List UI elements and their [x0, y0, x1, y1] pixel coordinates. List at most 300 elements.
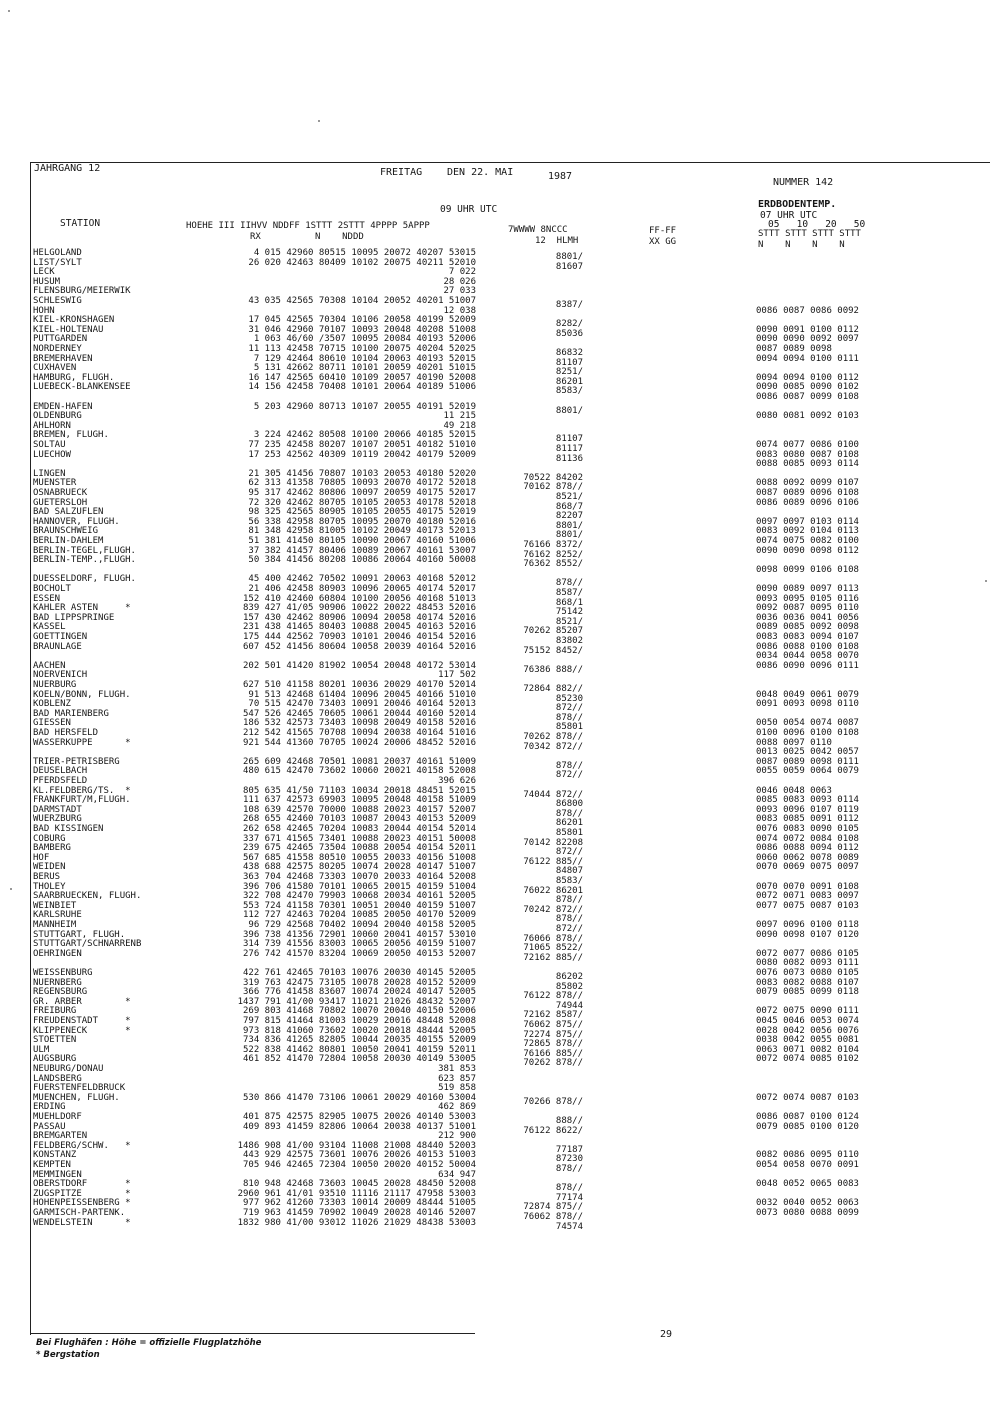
earth-temperature: 0074 0072 0084 0108 [756, 833, 859, 844]
earth-temperature: 0055 0059 0064 0079 [756, 766, 859, 777]
station-name: MUENSTER [33, 478, 77, 489]
weather-code: 76066 878// [523, 933, 583, 944]
weather-code: 75152 8452/ [523, 645, 583, 656]
weather-code: 87230 [555, 1154, 583, 1165]
weather-code: 74574 [555, 1221, 583, 1232]
weather-code: 76122 8622/ [523, 1125, 583, 1136]
weather-code: 72874 875// [523, 1202, 583, 1213]
weather-code: 8801/ [555, 252, 583, 262]
weather-code: 70266 878// [523, 1096, 583, 1107]
earth-temperature: 0086 0087 0086 0092 [756, 305, 859, 316]
station-codes: 72 320 42462 80705 10105 20053 40178 52018 [248, 497, 476, 508]
scan-speck [8, 10, 10, 12]
station-codes: 62 313 41358 70805 10093 20070 40172 52018 [248, 478, 476, 489]
earth-temperature: 0097 0097 0103 0114 [756, 516, 859, 527]
station-name: NOERVENICH [33, 670, 88, 681]
station-name: HOHENPEISSENBERG * [33, 1198, 131, 1209]
station-codes: 1832 980 41/00 93012 11026 21029 48438 53003 [237, 1217, 476, 1228]
earth-temperature: 0092 0087 0095 0110 [756, 603, 859, 614]
earth-temperature: 0032 0040 0052 0063 [756, 1198, 859, 1209]
earth-temperature: 0072 0074 0087 0103 [756, 1092, 859, 1103]
station-codes: 17 253 42562 40309 10119 20042 40179 52009 [248, 449, 476, 460]
station-codes: 186 532 42573 73403 10098 20049 40158 52016 [243, 718, 476, 729]
station-codes: 322 708 42470 79903 10068 20034 40161 52005 [243, 891, 476, 902]
station-name: KEMPTEN [33, 1160, 71, 1170]
earth-temperature: 0090 0085 0090 0102 [756, 382, 859, 393]
station-codes: 175 444 42562 70903 10101 20046 40154 52016 [243, 632, 476, 642]
station-name: KIEL-KRONSHAGEN [33, 315, 115, 326]
station-codes: 11 215 [443, 411, 476, 422]
station-codes: 337 671 41565 73401 10088 20023 40151 50008 [243, 833, 476, 844]
weather-code: 872// [555, 924, 583, 934]
station-name: BREMGARTEN [33, 1131, 88, 1142]
station-name: BAD HERSFELD [33, 728, 99, 738]
earth-temperature: 0086 0090 0096 0111 [756, 660, 859, 671]
weather-code: 81117 [555, 444, 583, 454]
station-codes: 567 685 41558 80510 10055 20033 40156 51008 [243, 852, 476, 863]
weather-code: 8801/ [555, 520, 583, 531]
earth-temperature: 0093 0096 0107 0119 [756, 804, 859, 815]
station-name: WEINBIET [33, 900, 77, 911]
earth-temperature: 0083 0085 0091 0112 [756, 814, 859, 825]
station-name: BAD SALZUFLEN [33, 507, 104, 518]
footer-note-airports: Bei Flughäfen : Höhe = offizielle Flugplatzhöhe [36, 1338, 262, 1348]
station-codes: 7 022 [448, 267, 476, 278]
station-codes: 422 761 42465 70103 10076 20030 40145 52005 [243, 968, 476, 978]
station-name: KL.FELDBERG/TS. * [33, 785, 131, 796]
station-name: BERLIN-TEGEL,FLUGH. [33, 545, 136, 556]
station-name: FREIBURG [33, 1006, 77, 1017]
station-name: TRIER-PETRISBERG [33, 756, 120, 767]
station-codes: 26 020 42463 80409 10102 20075 40211 52010 [248, 257, 476, 268]
earth-temperature: 0082 0086 0095 0110 [756, 1150, 859, 1161]
earth-temperature: 0100 0096 0100 0108 [756, 728, 859, 738]
station-codes: 95 317 42462 80806 10097 20059 40175 52017 [248, 488, 476, 498]
station-codes: 239 675 42465 73504 10088 20054 40154 52011 [243, 843, 476, 854]
weather-code: 86832 [555, 348, 583, 358]
station-codes: 363 704 42468 73303 10070 20033 40164 52008 [243, 872, 476, 882]
station-codes: 401 875 42575 82905 10075 20026 40140 53003 [243, 1112, 476, 1122]
station-codes: 7 129 42464 80610 10104 20063 40193 52015 [253, 353, 476, 364]
station-name: HAMBURG, FLUGH. [33, 372, 115, 383]
station-name: AACHEN [33, 660, 66, 671]
station-codes: 973 818 41060 73602 10020 20018 48444 52005 [243, 1025, 476, 1036]
column-earth-sttt: STTT STTT STTT STTT [758, 229, 861, 239]
earth-temperature: 0088 0085 0093 0114 [756, 459, 859, 470]
earth-temperature: 0086 0087 0100 0124 [756, 1112, 859, 1122]
weather-code: 81136 [555, 453, 583, 464]
station-name: KAHLER ASTEN * [33, 603, 131, 614]
station-codes: 810 948 42468 73603 10045 20028 48450 52008 [243, 1179, 476, 1190]
weather-code: 72162 885// [523, 952, 583, 963]
earth-temperature: 0080 0081 0092 0103 [756, 411, 859, 422]
weather-code: 72162 8587/ [523, 1010, 583, 1021]
earth-temperature: 0087 0089 0098 [756, 344, 832, 354]
station-codes: 2960 961 41/01 93510 11116 21117 47958 53003 [237, 1188, 476, 1199]
station-codes: 1437 791 41/00 93417 11021 21026 48432 52007 [237, 996, 476, 1007]
station-name: BAMBERG [33, 843, 71, 854]
station-name: MUENCHEN, FLUGH. [33, 1092, 120, 1103]
station-codes: 268 655 42460 70103 10087 20043 40153 52009 [243, 814, 476, 825]
weather-code: 70162 878// [523, 482, 583, 493]
station-name: PFERDSFELD [33, 776, 88, 786]
station-name: DUESSELDORF, FLUGH. [33, 574, 136, 585]
station-name: STUTTGART/SCHNARRENB [33, 939, 142, 950]
station-codes: 45 400 42462 70502 10091 20063 40168 52012 [248, 574, 476, 585]
station-codes: 734 836 41265 82805 10044 20035 40155 52009 [243, 1035, 476, 1046]
station-name: REGENSBURG [33, 987, 88, 998]
station-name: LIST/SYLT [33, 257, 82, 268]
station-codes: 269 803 41468 70802 10070 20040 40150 52006 [243, 1006, 476, 1017]
earth-temperature: 0094 0094 0100 0112 [756, 372, 859, 383]
station-name: LUEBECK-BLANKENSEE [33, 382, 131, 393]
weather-code: 85802 [555, 981, 583, 992]
station-codes: 438 688 42575 80205 10074 20028 40147 51007 [243, 862, 476, 873]
station-codes: 553 724 41158 70301 10051 20040 40159 51007 [243, 900, 476, 911]
header-year: 1987 [548, 171, 573, 182]
weather-code: 81107 [555, 357, 583, 368]
column-weather: 7WWWW 8NCCC [508, 225, 568, 235]
station-name: THOLEY [33, 881, 66, 892]
earth-temperature: 0079 0085 0100 0120 [756, 1121, 859, 1132]
weather-code: 72274 875// [523, 1029, 583, 1040]
station-name: FRANKFURT/M,FLUGH. [33, 795, 131, 806]
footer-note-mountain: * Bergstation [36, 1350, 100, 1360]
station-name: GOETTINGEN [33, 632, 88, 642]
weather-code: 8583/ [555, 876, 583, 886]
station-name: FREUDENSTADT * [33, 1016, 131, 1026]
weather-code: 81607 [555, 261, 583, 272]
station-codes: 16 147 42565 60410 10109 20057 40190 52008 [248, 372, 476, 383]
station-name: KIEL-HOLTENAU [33, 324, 104, 335]
earth-temperature: 0063 0071 0082 0104 [756, 1044, 859, 1055]
earth-temperature: 0048 0049 0061 0079 [756, 689, 859, 700]
earth-temperature: 0086 0087 0099 0108 [756, 392, 859, 402]
station-codes: 797 815 41464 81003 10029 20016 48448 52008 [243, 1016, 476, 1026]
station-name: BERLIN-DAHLEM [33, 536, 104, 546]
earth-temperature: 0079 0085 0099 0118 [756, 987, 859, 998]
weather-code: 70142 82208 [523, 837, 583, 848]
station-codes: 396 738 41356 72901 10060 20041 40157 53010 [243, 929, 476, 940]
weather-code: 8801/ [555, 405, 583, 416]
weather-code: 872// [555, 770, 583, 781]
station-name: BERLIN-TEMP.,FLUGH. [33, 555, 136, 566]
station-name: ERDING [33, 1102, 66, 1113]
station-name: SOLTAU [33, 440, 66, 450]
earth-temperature: 0083 0092 0104 0113 [756, 526, 859, 537]
station-codes: 314 739 41556 83003 10065 20056 40159 51007 [243, 939, 476, 950]
station-name: COBURG [33, 833, 66, 844]
earth-temperature: 0048 0052 0065 0083 [756, 1179, 859, 1190]
station-codes: 319 763 42475 73105 10078 20028 40152 52009 [243, 977, 476, 988]
station-codes: 14 156 42458 70408 10101 20064 40189 51006 [248, 382, 476, 393]
station-name: WUERZBURG [33, 814, 82, 825]
weather-code: 878// [555, 1183, 583, 1194]
station-name: HUSUM [33, 276, 61, 287]
station-codes: 461 852 41470 72804 10058 20030 40149 53005 [243, 1054, 476, 1065]
earth-temperature: 0090 0098 0107 0120 [756, 929, 859, 940]
column-earth-n: N N N N [758, 240, 845, 250]
weather-code: 888// [555, 1116, 583, 1126]
station-name: KARLSRUHE [33, 910, 82, 921]
weather-code: 8587/ [555, 588, 583, 598]
weather-code: 85036 [555, 328, 583, 339]
station-name: NORDERNEY [33, 344, 82, 354]
station-name: ULM [33, 1044, 50, 1055]
station-codes: 396 706 41580 70101 10065 20015 40159 51004 [243, 881, 476, 892]
weather-code: 872// [555, 847, 583, 858]
weather-code: 8282/ [555, 319, 583, 330]
weather-code: 84807 [555, 866, 583, 877]
station-codes: 547 526 42465 70605 10061 20044 40160 52014 [243, 708, 476, 719]
station-name: BRAUNLAGE [33, 641, 82, 652]
station-codes: 519 858 [438, 1083, 476, 1094]
station-codes: 3 224 42462 80508 10100 20066 40185 52015 [253, 430, 476, 441]
station-name: WEIDEN [33, 862, 66, 873]
earth-temperature: 0080 0082 0093 0111 [756, 958, 859, 969]
weather-code: 878// [555, 1164, 583, 1174]
station-codes: 381 853 [438, 1064, 476, 1074]
weather-code: 74944 [555, 1000, 583, 1011]
station-name: BRAUNSCHWEIG [33, 526, 99, 537]
station-name: BERUS [33, 872, 61, 882]
column-weather-sub: 12 HLMH [535, 236, 579, 246]
earth-temperature: 0077 0075 0087 0103 [756, 900, 859, 911]
station-name: LUECHOW [33, 449, 71, 460]
station-codes: 108 639 42570 70000 10088 20023 40157 52007 [243, 804, 476, 815]
scan-speck [10, 888, 12, 890]
earth-temperature: 0045 0046 0053 0074 [756, 1016, 859, 1026]
station-name: WENDELSTEIN * [33, 1217, 131, 1228]
station-codes: 81 348 42958 81005 10102 20049 40173 52013 [248, 526, 476, 537]
weather-code: 8251/ [555, 367, 583, 378]
weather-code: 86800 [555, 799, 583, 810]
station-codes: 1 063 46/60 /3507 10095 20084 40193 52006 [253, 334, 476, 345]
weather-code: 70262 878// [523, 1058, 583, 1069]
earth-temperature: 0074 0075 0082 0100 [756, 536, 859, 546]
station-codes: 805 635 41/50 71103 10034 20018 48451 52015 [243, 785, 476, 796]
station-codes: 50 384 41456 80208 10086 20064 40160 50008 [248, 555, 476, 566]
station-name: KASSEL [33, 622, 66, 633]
earth-temperature: 0072 0071 0083 0097 [756, 891, 859, 902]
earth-temperature: 0098 0099 0106 0108 [756, 564, 859, 575]
weather-code: 75142 [555, 607, 583, 618]
weather-code: 72865 878// [523, 1039, 583, 1050]
earth-temperature: 0050 0054 0074 0087 [756, 718, 859, 729]
station-codes: 705 946 42465 72304 10050 20020 40152 50004 [243, 1160, 476, 1170]
earth-temperature: 0046 0048 0063 [756, 785, 832, 796]
station-codes: 157 430 42462 80906 10094 20058 40174 52016 [243, 612, 476, 623]
earth-temperature: 0088 0092 0099 0107 [756, 478, 859, 489]
weather-code: 878// [555, 895, 583, 906]
scan-speck [318, 120, 320, 122]
station-codes: 396 626 [438, 776, 476, 786]
station-name: LECK [33, 267, 55, 278]
weather-code: 76166 885// [523, 1048, 583, 1059]
station-codes: 462 869 [438, 1102, 476, 1113]
earth-temperature: 0094 0094 0100 0111 [756, 353, 859, 364]
column-time: 09 UHR UTC [440, 204, 498, 215]
station-codes: 12 038 [443, 305, 476, 316]
station-name: KOELN/BONN, FLUGH. [33, 689, 131, 700]
station-name: GUETERSLOH [33, 497, 88, 508]
weather-code: 77187 [555, 1144, 583, 1155]
station-name: NUERNBERG [33, 977, 82, 988]
earth-temperature: 0090 0090 0098 0112 [756, 545, 859, 556]
station-name: GR. ARBER * [33, 996, 131, 1007]
station-name: BAD LIPPSPRINGE [33, 612, 115, 623]
station-codes: 21 305 41456 70807 10103 20053 40180 52020 [248, 468, 476, 479]
earth-temperature: 0054 0058 0070 0091 [756, 1160, 859, 1170]
station-codes: 719 963 41459 70902 10049 20028 40146 52007 [243, 1208, 476, 1218]
earth-temperature: 0083 0080 0087 0108 [756, 449, 859, 460]
station-name: KONSTANZ [33, 1150, 77, 1161]
column-codes-sub: RX N NDDD [250, 232, 364, 242]
earth-temperature: 0013 0025 0042 0057 [756, 747, 859, 758]
earth-temperature: 0093 0095 0105 0116 [756, 593, 859, 604]
station-codes: 262 658 42465 70204 10083 20044 40154 52014 [243, 824, 476, 834]
station-codes: 98 325 42565 80905 10105 20055 40175 52019 [248, 507, 476, 518]
station-codes: 839 427 41/05 90906 10022 20022 48453 52016 [243, 603, 476, 614]
header-weekday: FREITAG [380, 167, 423, 178]
earth-temperature: 0091 0093 0098 0110 [756, 699, 859, 710]
station-codes: 443 929 42575 73601 10076 20026 40153 51003 [243, 1150, 476, 1161]
earth-temperature: 0090 0090 0092 0097 [756, 334, 859, 345]
station-codes: 111 637 42573 69903 10095 20048 40158 51009 [243, 795, 476, 806]
station-name: BAD MARIENBERG [33, 708, 109, 719]
station-codes: 11 113 42458 70715 10100 20075 40204 52025 [248, 344, 476, 354]
station-name: ZUGSPITZE * [33, 1188, 131, 1199]
station-codes: 202 501 41420 81902 10054 20048 40172 53014 [243, 660, 476, 671]
column-ff: FF-FF [649, 226, 677, 236]
weather-code: 8583/ [555, 386, 583, 397]
station-codes: 31 046 42960 70107 10093 20048 40208 51008 [248, 324, 476, 335]
weather-code: 8801/ [555, 530, 583, 541]
weather-code: 8387/ [555, 300, 583, 310]
earth-temperature: 0074 0077 0086 0100 [756, 440, 859, 450]
station-codes: 21 406 42458 80903 10096 20065 40174 52017 [248, 584, 476, 594]
earth-temperature: 0076 0073 0080 0105 [756, 968, 859, 978]
weather-code: 86201 [555, 376, 583, 387]
station-name: FLENSBURG/MEIERWIK [33, 286, 131, 297]
station-name: FELDBERG/SCHW. * [33, 1140, 131, 1151]
station-name: OLDENBURG [33, 411, 82, 422]
station-name: AUGSBURG [33, 1054, 77, 1065]
earth-temperature: 0089 0085 0092 0098 [756, 622, 859, 633]
station-name: STUTTGART, FLUGH. [33, 929, 126, 940]
weather-code: 76166 8372/ [523, 540, 583, 550]
weather-code: 76122 885// [523, 856, 583, 867]
weather-code: 85801 [555, 722, 583, 733]
station-name: CUXHAVEN [33, 363, 77, 374]
weather-code: 77174 [555, 1192, 583, 1203]
header-date: DEN 22. MAI [447, 167, 514, 178]
station-codes: 4 015 42960 80515 10095 20072 40207 53015 [253, 248, 476, 258]
column-codes: HOEHE III IIHVV NDDFF 1STTT 2STTT 4PPPP 5APPP [186, 221, 430, 231]
weather-code: 86201 [555, 818, 583, 829]
weather-code: 878// [555, 808, 583, 819]
station-codes: 43 035 42565 70308 10104 20052 40201 51007 [248, 296, 476, 306]
station-name: FUERSTENFELDBRUCK [33, 1083, 126, 1094]
weather-code: 76162 8252/ [523, 549, 583, 560]
earth-temperature: 0086 0088 0100 0108 [756, 641, 859, 652]
weather-code: 70262 85207 [523, 626, 583, 637]
weather-code: 76062 878// [523, 1212, 583, 1222]
station-codes: 480 615 42470 73602 10060 20021 40158 52008 [243, 766, 476, 777]
column-ff-sub: XX GG [649, 237, 677, 247]
station-codes: 212 542 41565 70708 10094 20038 40164 51016 [243, 728, 476, 738]
station-codes: 27 033 [443, 286, 476, 297]
earth-temperature: 0038 0042 0055 0081 [756, 1035, 859, 1046]
station-codes: 91 513 42468 61404 10096 20045 40166 51010 [248, 689, 476, 700]
station-name: LANDSBERG [33, 1073, 82, 1084]
station-name: NUERBURG [33, 680, 77, 690]
station-codes: 37 382 41457 80406 10089 20067 40161 53007 [248, 545, 476, 556]
station-name: OSNABRUECK [33, 488, 88, 498]
scan-speck [985, 580, 987, 582]
column-station: STATION [60, 218, 101, 229]
station-codes: 152 410 42460 60804 10100 20056 40168 51013 [243, 593, 476, 604]
station-name: AHLHORN [33, 420, 71, 431]
earth-temperature: 0060 0062 0078 0089 [756, 852, 859, 863]
station-codes: 28 026 [443, 276, 476, 287]
weather-code: 74044 872// [523, 789, 583, 800]
weather-code: 868/7 [555, 501, 583, 512]
station-name: LINGEN [33, 468, 66, 479]
column-earth-time: 07 UHR UTC [760, 210, 818, 221]
weather-code: 878// [555, 760, 583, 771]
station-codes: 265 609 42468 70501 10081 20037 40161 51009 [243, 756, 476, 767]
station-codes: 921 544 41360 70705 10024 20006 48452 52016 [243, 737, 476, 748]
station-codes: 366 776 41458 83607 10074 20024 40147 52005 [243, 987, 476, 998]
station-codes: 627 510 41158 80201 10036 20029 40170 52014 [243, 680, 476, 690]
station-name: KOBLENZ [33, 699, 71, 710]
station-codes: 231 438 41465 80403 10088 20045 40163 52016 [243, 622, 476, 633]
weather-code: 70522 84202 [523, 472, 583, 483]
station-name: KLIPPENECK * [33, 1025, 131, 1036]
weather-code: 76362 8552/ [523, 559, 583, 570]
station-codes: 607 452 41456 80604 10058 20039 40164 52016 [243, 641, 476, 652]
station-name: DARMSTADT [33, 804, 82, 815]
station-codes: 5 203 42960 80713 10107 20055 40191 52019 [253, 401, 476, 412]
station-name: MEMMINGEN [33, 1169, 82, 1180]
station-name: DEUSELBACH [33, 766, 88, 777]
earth-temperature: 0087 0089 0096 0108 [756, 488, 859, 498]
weather-code: 72864 882// [523, 684, 583, 694]
weather-code: 8521/ [555, 492, 583, 502]
station-codes: 77 235 42458 80207 10107 20051 40182 51010 [248, 440, 476, 450]
earth-temperature: 0036 0036 0041 0056 [756, 612, 859, 623]
station-codes: 1486 908 41/00 93104 11008 21008 48440 52003 [237, 1140, 476, 1151]
station-codes: 112 727 42463 70204 10085 20050 40170 52009 [243, 910, 476, 921]
weather-code: 82207 [555, 511, 583, 522]
earth-temperature: 0076 0083 0090 0105 [756, 824, 859, 834]
station-codes: 49 218 [443, 420, 476, 431]
earth-temperature: 0087 0089 0098 0111 [756, 756, 859, 767]
station-name: HOHN [33, 305, 55, 316]
station-codes: 530 866 41470 73106 10061 20029 40160 53004 [243, 1092, 476, 1103]
station-name: GARMISCH-PARTENK. [33, 1208, 126, 1218]
station-name: HOF [33, 852, 50, 863]
earth-temperature: 0090 0091 0100 0112 [756, 324, 859, 335]
page-number: 29 [660, 1329, 673, 1340]
station-name: BREMEN, FLUGH. [33, 430, 109, 441]
station-name: MANNHEIM [33, 920, 77, 930]
weather-code: 70342 872// [523, 741, 583, 752]
weather-code: 76122 878// [523, 991, 583, 1002]
header-jahrgang: JAHRGANG 12 [34, 163, 101, 174]
station-name: BREMERHAVEN [33, 353, 93, 364]
